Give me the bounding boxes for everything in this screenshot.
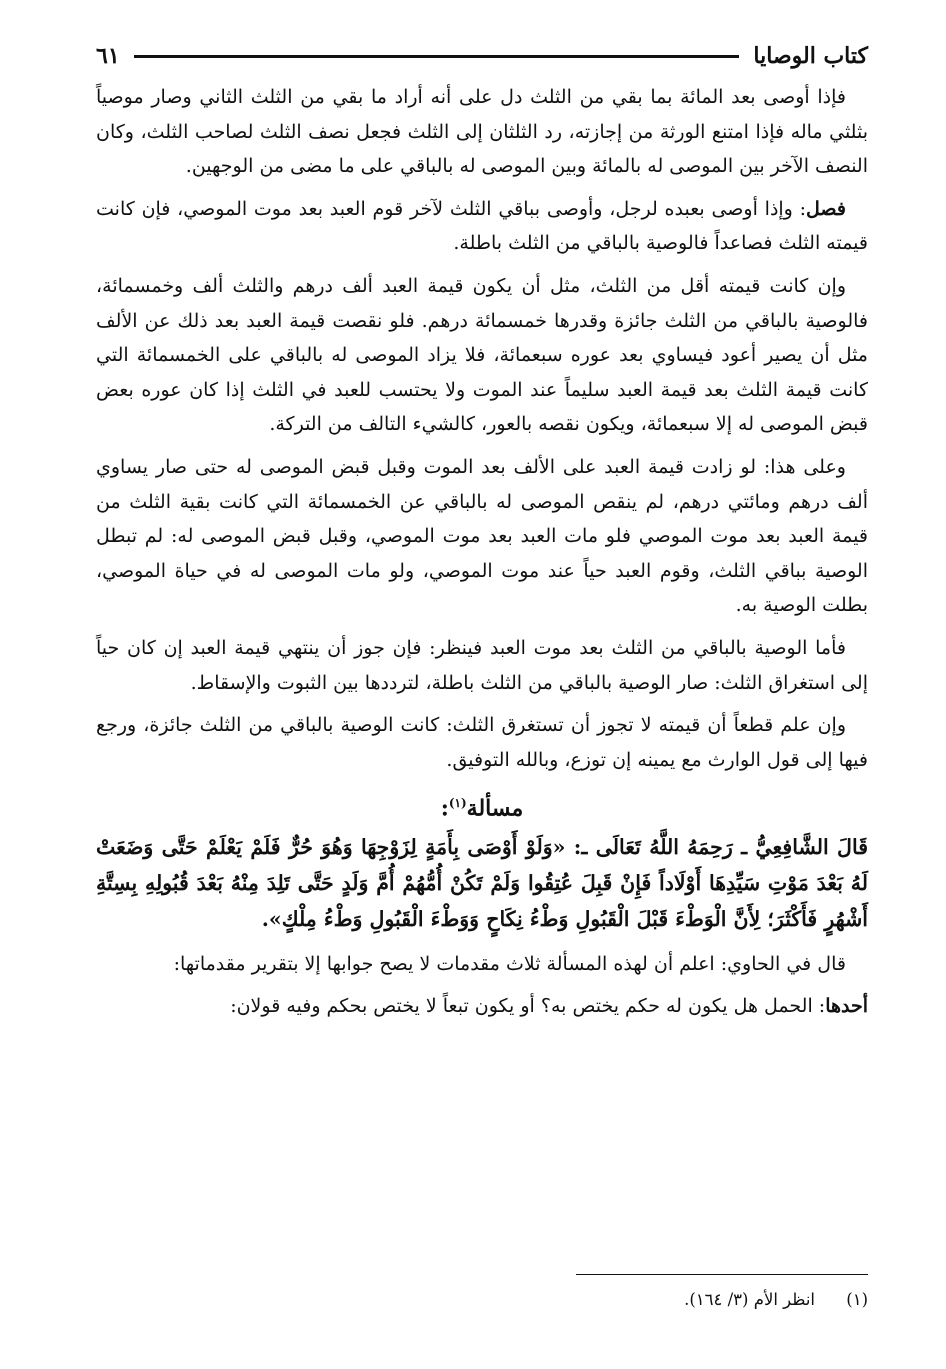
heading-suffix: : [440, 795, 449, 822]
footnote-text: انظر الأم (٣/ ١٦٤). [684, 1290, 815, 1309]
footnote-reference: (١) [448, 796, 467, 811]
footnote-number: (١) [846, 1290, 868, 1309]
chapter-title: كتاب الوصايا [753, 43, 868, 69]
paragraph-1: فإذا أوصى بعد المائة بما بقي من الثلث دل على أنه أراد ما بقي من الثلث الثاني وصار موصياً بثلثي ماله فإذا امتنع الورثة من إجازته، رد الثلثان إلى الثلث فجعل نصف الثلث لصاحب الثلث، وكان النصف الآخر بين الموصى له بالمائة وبين الموصى له بالباقي على ما مضى من الوجهين. [96, 86, 868, 178]
main-text [96, 80, 868, 1032]
paragraph-4: وعلى هذا: لو زادت قيمة العبد على الألف بعد الموت وقبل قبض الموصى له حتى صار يساوي ألف درهم ومائتي درهم، لم ينقص الموصى له بالباقي عن الخمسمائة التي كانت بقية الثلث من قيمة العبد بعد موت الموصي فلو مات العبد بعد موت الموصي، وقبل قبض الموصى له: لم تبطل الوصية بباقي الثلث، وقوم العبد حياً عند موت الموصي، ولو مات الموصى له في حياة الموصي، بطلت الوصية به. [96, 455, 868, 617]
footnote-separator [576, 1274, 868, 1275]
paragraph-3: وإن كانت قيمته أقل من الثلث، مثل أن يكون قيمة العبد ألف درهم والثلث ألف وخمسمائة، فالوصية بالباقي من الثلث جائزة وقدرها خمسمائة درهم. فلو نقصت قيمة العبد بعد ذلك عن الألف مثل أن يصير أعود فيساوي بعد عوره سبعمائة، فلا يزاد الموصى له بالباقي على الخمسمائة التي كانت قيمة الثلث بعد قيمة العبد سليماً عند الموت ولا يحتسب للعبد في الثلث إذا كان عوره بعض قبض الموصى له إلا سبعمائة، ويكون نقصه بالعور، كالشيء التالف من التركة. [96, 274, 868, 436]
paragraph-7: قال في الحاوي: اعلم أن لهذه المسألة ثلاث مقدمات لا يصح جوابها إلا بتقرير مقدماتها: [173, 952, 846, 975]
first-premise-keyword: أحدها [825, 995, 868, 1018]
paragraph-2 [96, 192, 868, 261]
paragraph-8-text: : الحمل هل يكون له حكم يختص به؟ أو يكون تبعاً لا يختص بحكم وفيه قولان: [230, 995, 826, 1018]
running-header [96, 36, 868, 76]
paragraph-6: وإن علم قطعاً أن قيمته لا تجوز أن تستغرق الثلث: كانت الوصية بالباقي من الثلث جائزة، ورجع فيها إلى قول الوارث مع يمينه إن توزع، وبالله التوفيق. [96, 714, 868, 771]
paragraph-5: فأما الوصية بالباقي من الثلث بعد موت العبد فينظر: فإن جوز أن ينتهي قيمة العبد إن كان حياً إلى استغراق الثلث: صار الوصية بالباقي من الثلث باطلة، لترددها بين الثبوت والإسقاط. [96, 636, 868, 694]
paragraph-2-text: : وإذا أوصى بعبده لرجل، وأوصى بباقي الثلث لآخر قوم العبد بعد موت الموصي، فإن كانت قيمته الثلث فصاعداً فالوصية بالباقي من الثلث باطلة. [96, 197, 868, 255]
paragraph-8 [96, 989, 868, 1024]
heading-text: مسألة [466, 795, 524, 822]
section-keyword: فصل [806, 197, 846, 220]
footnote [96, 1288, 868, 1312]
shafii-quote: قَالَ الشَّافِعِيُّ ـ رَحِمَهُ اللَّهُ تَعَالَى ـ: «وَلَوْ أَوْصَى بِأَمَةٍ لِزَوْجِهَا وَهُوَ حُرٌّ فَلَمْ يَعْلَمْ حَتَّى وَضَعَتْ لَهُ بَعْدَ مَوْتِ سَيِّدِهَا أَوْلَاداً فَإِنْ قَبِلَ عُتِقُوا وَلَمْ تَكُنْ أُمُّهُمْ أُمَّ وَلَدٍ حَتَّى تَلِدَ مِنْهُ بَعْدَ قُبُولِهِ بِسِتَّةِ أَشْهُرٍ فَأَكْثَرَ؛ لِأَنَّ الْوَطْءَ قَبْلَ الْقَبُولِ وَطْءُ نِكَاحٍ وَوَطْءَ الْقَبُولِ وَطْءُ مِلْكٍ». [96, 834, 868, 931]
masala-heading [96, 785, 868, 826]
header-rule [134, 55, 740, 58]
page-number: ٦١ [96, 43, 120, 69]
